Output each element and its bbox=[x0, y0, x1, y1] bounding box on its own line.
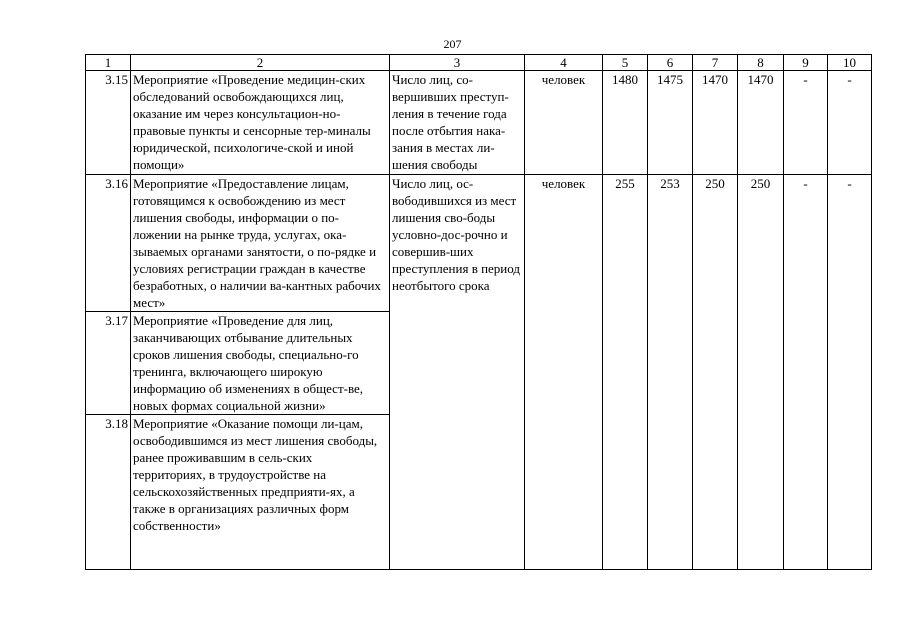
row-number: 3.15 bbox=[86, 71, 131, 175]
column-header: 10 bbox=[828, 55, 872, 71]
value-cell: 1470 bbox=[693, 71, 738, 175]
value-cell: - bbox=[828, 175, 872, 570]
unit-cell: человек bbox=[525, 175, 603, 570]
value-cell: 250 bbox=[693, 175, 738, 570]
indicator-cell: Число лиц, ос-вободившихся из мест лишения сво-боды условно-дос-рочно и совершив-ших преступления в период неотбытого срока bbox=[390, 175, 525, 570]
column-header: 6 bbox=[648, 55, 693, 71]
value-cell: 250 bbox=[738, 175, 784, 570]
unit-cell: человек bbox=[525, 71, 603, 175]
measure-cell: Мероприятие «Предоставление лицам, готовящимся к освобождению из мест лишения свободы, информации о по-ложении на рынке труда, услугах, ока-зываемых органами занятости, о по-рядке и условиях регистрации граждан в качестве безработных, о наличии ва-кантных рабочих мест» bbox=[131, 175, 390, 312]
indicator-cell: Число лиц, со-вершивших преступ-ления в течение года после отбытия нака-зания в местах ли-шения свободы bbox=[390, 71, 525, 175]
column-header: 8 bbox=[738, 55, 784, 71]
column-header: 3 bbox=[390, 55, 525, 71]
measure-cell: Мероприятие «Проведение медицин-ских обследований освобождающихся лиц, оказание им через консультацион-но-правовые пункты и сенсорные тер-миналы юридической, психологиче-ской и иной помощи» bbox=[131, 71, 390, 175]
value-cell: - bbox=[784, 175, 828, 570]
value-cell: 253 bbox=[648, 175, 693, 570]
column-header: 9 bbox=[784, 55, 828, 71]
header-row bbox=[86, 55, 872, 71]
column-header: 5 bbox=[603, 55, 648, 71]
value-cell: 1480 bbox=[603, 71, 648, 175]
column-header: 7 bbox=[693, 55, 738, 71]
column-header: 1 bbox=[86, 55, 131, 71]
measures-table bbox=[85, 54, 872, 570]
value-cell: - bbox=[828, 71, 872, 175]
table-row bbox=[86, 175, 872, 312]
value-cell: 1475 bbox=[648, 71, 693, 175]
measure-cell: Мероприятие «Оказание помощи ли-цам, освободившимся из мест лишения свободы, ранее проживавшим в сель-ских территориях, в трудоустройстве на сельскохозяйственных предприяти-ях, а также в организациях различных форм собственности» bbox=[131, 415, 390, 570]
value-cell: - bbox=[784, 71, 828, 175]
column-header: 2 bbox=[131, 55, 390, 71]
row-number: 3.17 bbox=[86, 312, 131, 415]
column-header: 4 bbox=[525, 55, 603, 71]
row-number: 3.16 bbox=[86, 175, 131, 312]
row-number: 3.18 bbox=[86, 415, 131, 570]
measure-cell: Мероприятие «Проведение для лиц, заканчивающих отбывание длительных сроков лишения свободы, специально-го тренинга, включающего широкую информацию об изменениях в общест-ве, новых формах социальной жизни» bbox=[131, 312, 390, 415]
value-cell: 1470 bbox=[738, 71, 784, 175]
page-number: 207 bbox=[443, 37, 462, 51]
table-row bbox=[86, 71, 872, 175]
value-cell: 255 bbox=[603, 175, 648, 570]
